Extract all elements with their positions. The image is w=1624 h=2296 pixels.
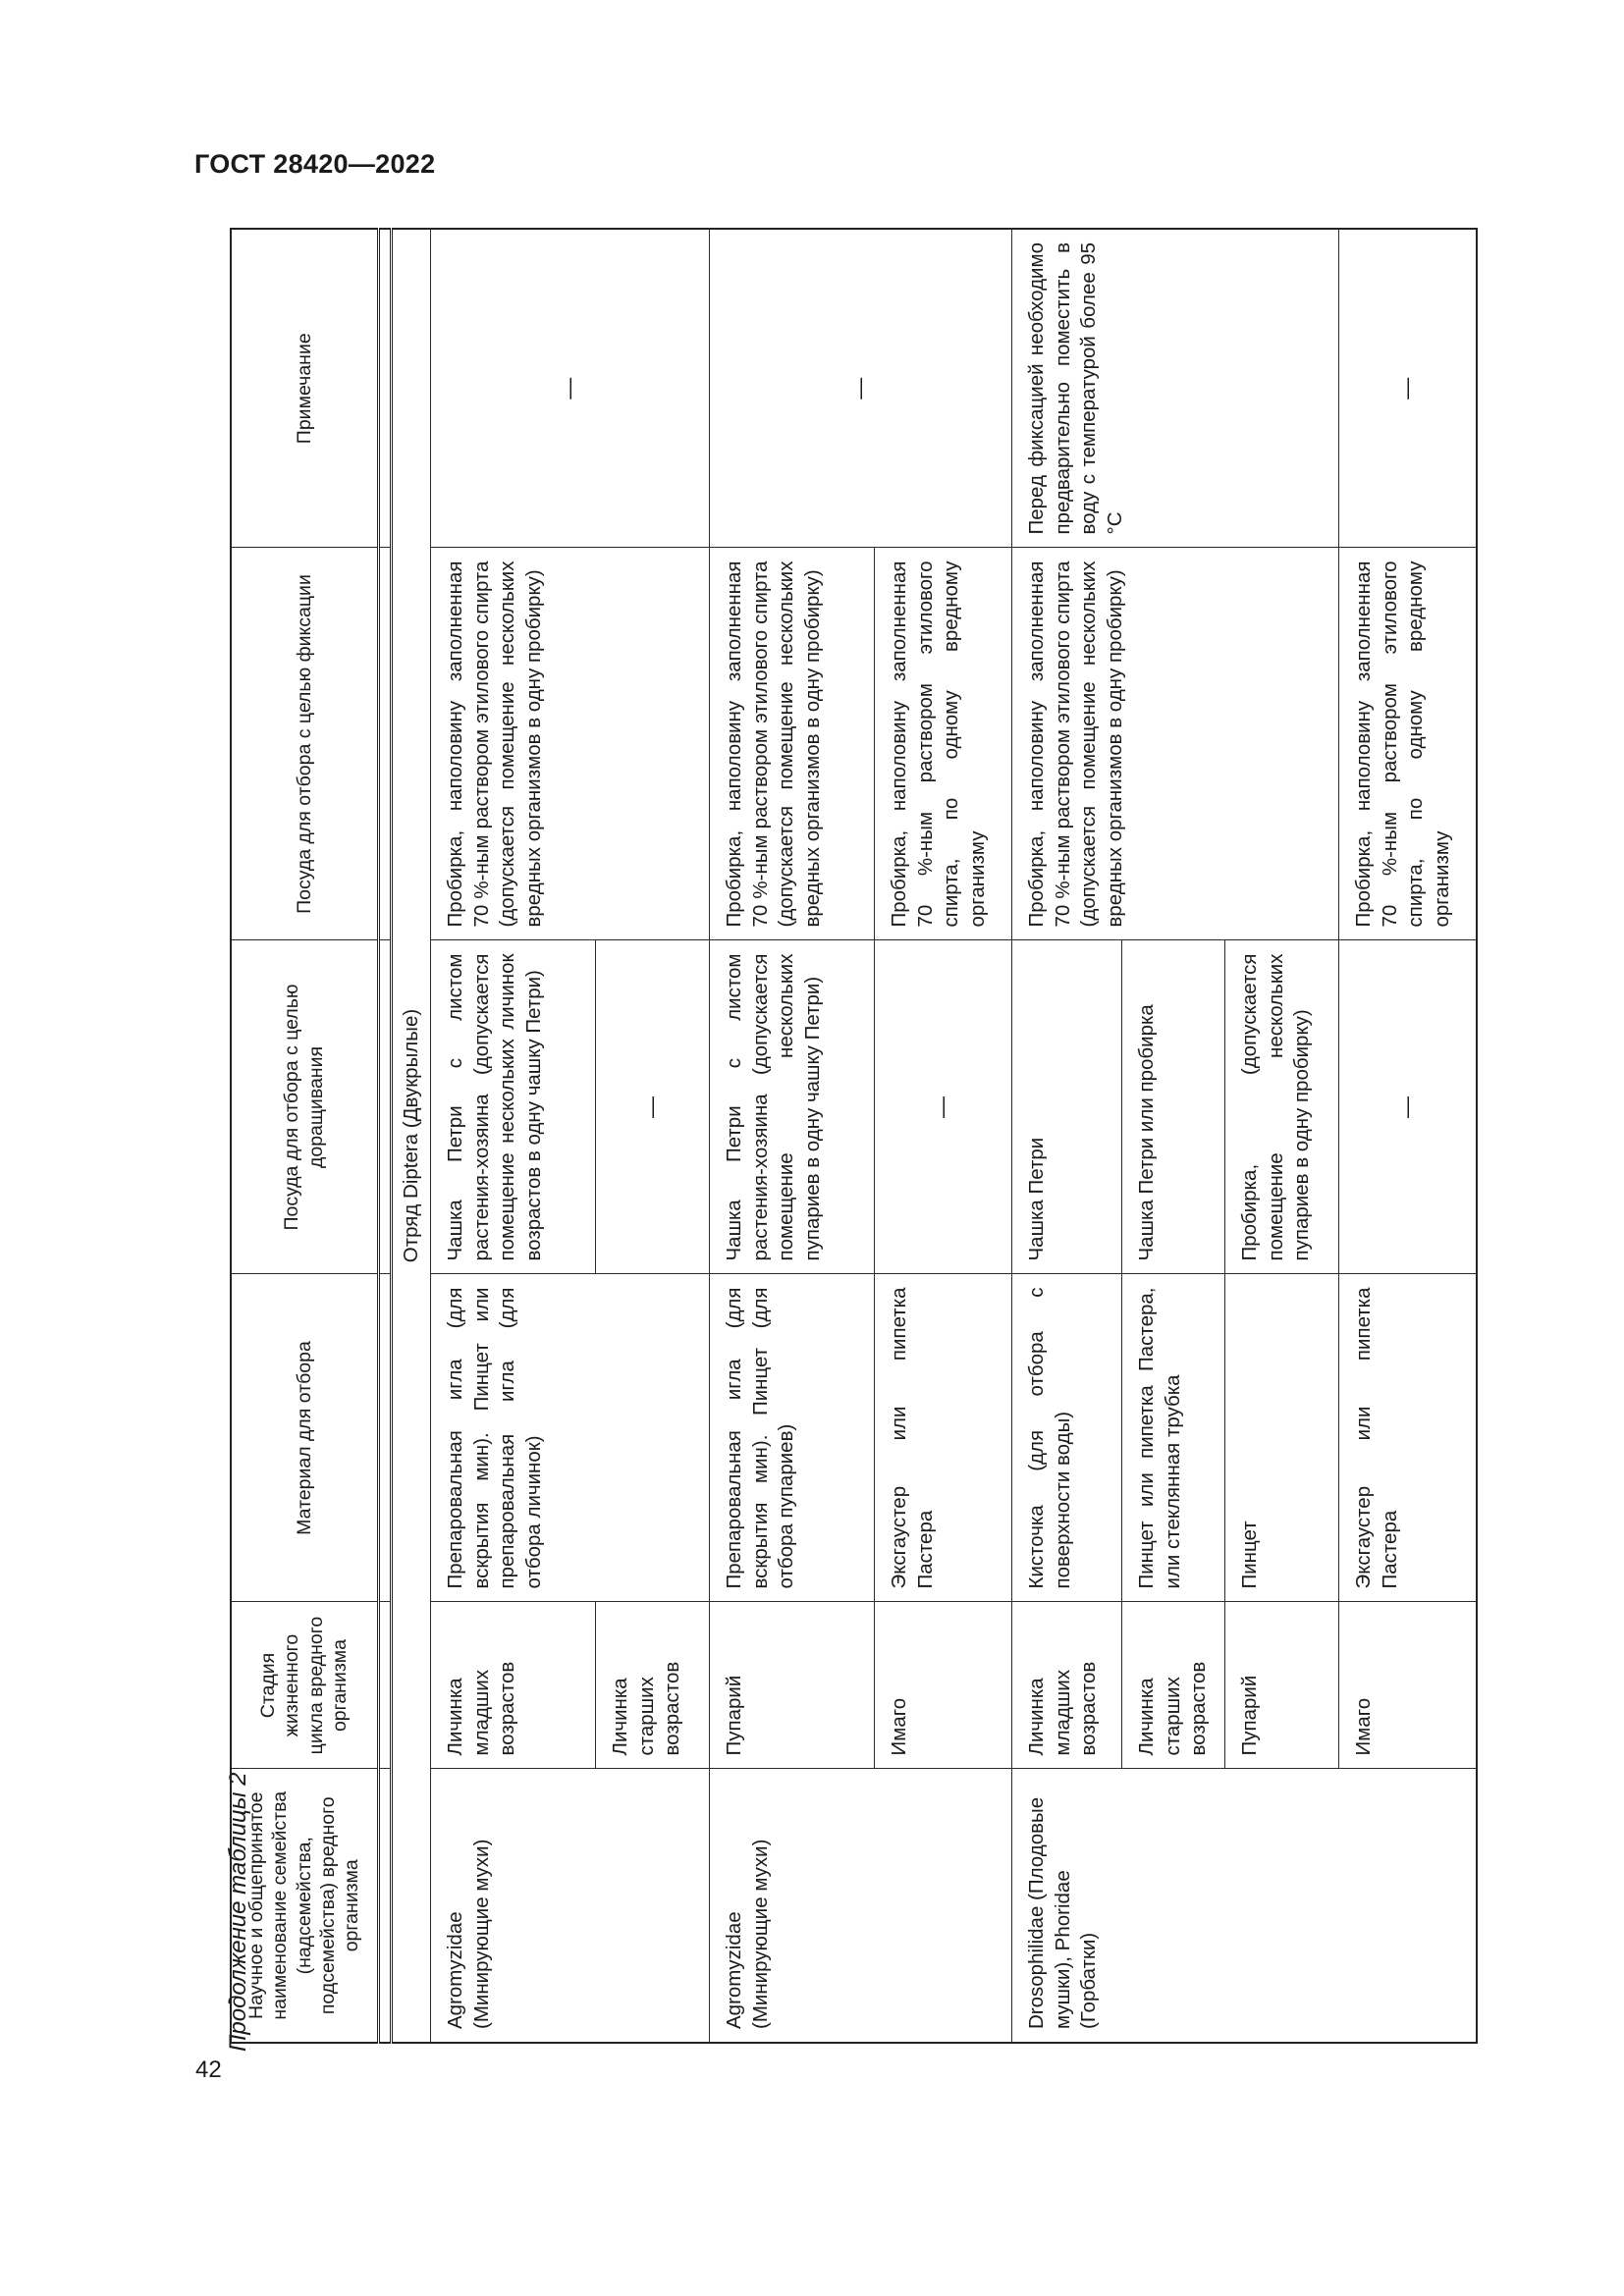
material-cell: Пинцет или пипетка Пастера, или стеклянная трубка: [1122, 1274, 1225, 1602]
rearing-cell: Чашка Петри: [1012, 940, 1122, 1274]
header-material: Материал для отбора: [231, 1274, 378, 1602]
header-separator-row: [378, 229, 391, 2043]
pest-sampling-table: [230, 228, 1478, 2044]
material-cell: Кисточка (для отбора с поверхности воды): [1012, 1274, 1122, 1602]
note-dash: —: [431, 229, 710, 548]
stage-cell: Личинка старших возрастов: [1122, 1602, 1225, 1769]
fixation-cell: Пробирка, наполовину заполненная 70 %-ным раствором этилового спирта, по одному вредному организму: [875, 548, 1012, 940]
material-cell: Эксгаустер или пипетка Пастера: [875, 1274, 1012, 1602]
rotated-table-wrapper: [230, 230, 1453, 2044]
rearing-dash: —: [875, 940, 1012, 1274]
table-continuation-caption: Продолжение таблицы 2: [225, 1772, 251, 2052]
fixation-cell: Пробирка, наполовину заполненная 70 %-ным раствором этилового спирта (допускается помещение нескольких вредных организмов в одну пробирку): [431, 548, 710, 940]
family-cell: Drosophilidae (Плодовые мушки), Phoridae (Горбатки): [1012, 1769, 1477, 2043]
header-family: Научное и общепринятое наименование семейства (надсемейства, подсемейства) вредного организма: [231, 1769, 378, 2043]
table-row: [431, 229, 596, 2043]
stage-cell: Пупарий: [710, 1602, 875, 1769]
family-cell: Agromyzidae (Минирующие мухи): [431, 1769, 710, 2043]
rearing-dash: —: [596, 940, 710, 1274]
fixation-cell: Пробирка, наполовину заполненная 70 %-ным раствором этилового спирта, по одному вредному организму: [1339, 548, 1477, 940]
material-cell: Препаровальная игла (для вскрытия мин). Пинцет или препаровальная игла (для отбора личинок): [431, 1274, 710, 1602]
note-dash: —: [710, 229, 1012, 548]
stage-cell: Личинка младших возрастов: [1012, 1602, 1122, 1769]
material-cell: Пинцет: [1225, 1274, 1339, 1602]
fixation-cell: Пробирка, наполовину заполненная 70 %-ным раствором этилового спирта (допускается помещение нескольких вредных организмов в одну пробирку): [1012, 548, 1339, 940]
rearing-cell: Чашка Петри с листом растения-хозяина (допускается помещение нескольких пупариев в одну чашку Петри): [710, 940, 875, 1274]
fixation-cell: Пробирка, наполовину заполненная 70 %-ным раствором этилового спирта (допускается помещение нескольких вредных организмов в одну пробирку): [710, 548, 875, 940]
material-cell: Препаровальная игла (для вскрытия мин). Пинцет (для отбора пупариев): [710, 1274, 875, 1602]
document-header: ГОСТ 28420—2022: [194, 149, 436, 179]
order-section-title: Отряд Diptera (Двукрылые): [391, 229, 431, 2043]
page-number: 42: [195, 2056, 222, 2083]
stage-cell: Личинка старших возрастов: [596, 1602, 710, 1769]
family-cell: Agromyzidae (Минирующие мухи): [710, 1769, 1012, 2043]
stage-cell: Пупарий: [1225, 1602, 1339, 1769]
rearing-cell: Чашка Петри с листом растения-хозяина (допускается помещение нескольких личинок возрастов в одну чашку Петри): [431, 940, 596, 1274]
table-row: [1012, 229, 1122, 2043]
stage-cell: Имаго: [875, 1602, 1012, 1769]
header-dish-rearing: Посуда для отбора с целью доращивания: [231, 940, 378, 1274]
rearing-cell: Пробирка, (допускается помещение нескольких пупариев в одну пробирку): [1225, 940, 1339, 1274]
header-note: Примечание: [231, 229, 378, 548]
note-cell: Перед фиксацией необходимо предварительно поместить в воду с температурой более 95 °С: [1012, 229, 1339, 548]
note-dash: —: [1339, 229, 1477, 548]
material-cell: Эксгаустер или пипетка Пастера: [1339, 1274, 1477, 1602]
rearing-dash: —: [1339, 940, 1477, 1274]
stage-cell: Личинка младших возрастов: [431, 1602, 596, 1769]
rearing-cell: Чашка Петри или пробирка: [1122, 940, 1225, 1274]
header-stage: Стадия жизненного цикла вредного организма: [231, 1602, 378, 1769]
table-row: [710, 229, 875, 2043]
stage-cell: Имаго: [1339, 1602, 1477, 1769]
header-dish-fixation: Посуда для отбора с целью фиксации: [231, 548, 378, 940]
